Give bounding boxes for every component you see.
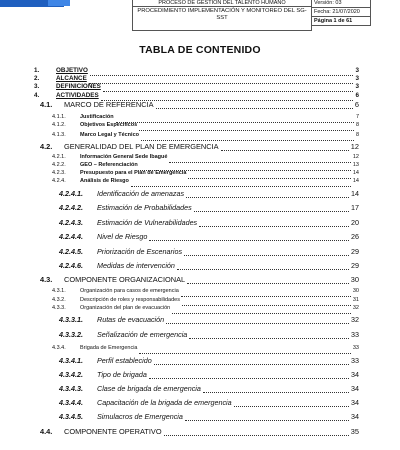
- toc-entry-page: 3: [355, 75, 359, 82]
- toc-entry-title[interactable]: Objetivos Especificos: [80, 122, 138, 128]
- toc-entry-title[interactable]: Señalización de emergencia: [97, 330, 188, 339]
- toc-entry-title[interactable]: Marco Legal y Técnico: [80, 132, 139, 138]
- toc-entry-number: 4.3.: [40, 275, 53, 284]
- toc-entry-number: 4.2.: [40, 142, 53, 151]
- toc-entry-title[interactable]: GEO – Referenciación: [80, 162, 138, 168]
- toc-entry-page: 29: [351, 247, 359, 256]
- toc-entry[interactable]: [0, 398, 400, 409]
- toc-entry-number: 4.1.1.: [52, 114, 66, 120]
- toc-entry-number: 4.2.3.: [52, 170, 66, 176]
- toc-entry-number: 4.2.4.6.: [59, 261, 83, 270]
- version-label: Versión: 03: [311, 0, 371, 8]
- toc-entry-number: 4.4.: [40, 427, 53, 436]
- toc-entry-number: 4.2.2.: [52, 162, 66, 168]
- toc-entry-page: 35: [350, 427, 359, 436]
- toc-entry-title[interactable]: Medidas de intervención: [97, 261, 175, 270]
- toc-entry-title[interactable]: Justificación: [80, 114, 114, 120]
- toc-entry-title[interactable]: DEFINICIONES: [56, 83, 101, 90]
- page-title: TABLA DE CONTENIDO: [139, 44, 261, 56]
- toc-entry-page: 32: [351, 315, 359, 324]
- toc-entry-page: 30: [352, 288, 359, 294]
- toc-entry-page: 17: [351, 203, 359, 212]
- toc-dot-leader: [166, 315, 349, 326]
- toc-dot-leader: [177, 261, 349, 272]
- toc-dot-leader: [139, 345, 351, 356]
- toc-entry[interactable]: [0, 232, 400, 243]
- toc-entry[interactable]: [0, 330, 400, 341]
- toc-dot-leader: [221, 142, 349, 153]
- toc-entry-title[interactable]: Priorización de Escenarios: [97, 247, 183, 256]
- toc-entry-page: 14: [351, 189, 359, 198]
- toc-entry-number: 4.2.4.2.: [59, 203, 83, 212]
- toc-entry-title[interactable]: Simulacros de Emergencia: [97, 412, 183, 421]
- toc-dot-leader: [194, 203, 349, 214]
- toc-entry-title[interactable]: Estimación de Probabilidades: [97, 203, 192, 212]
- toc-entry-number: 4.3.3.2.: [59, 330, 83, 339]
- toc-dot-leader: [149, 370, 349, 381]
- toc-entry-number: 4.3.3.: [52, 305, 66, 311]
- toc-entry[interactable]: [0, 261, 400, 272]
- toc-entry[interactable]: [0, 315, 400, 326]
- toc-entry-page: 3: [355, 83, 359, 90]
- toc-dot-leader: [187, 275, 349, 286]
- toc-entry-page: 13: [352, 162, 359, 168]
- toc-entry-number: 4.3.4.5.: [59, 412, 83, 421]
- toc-entry-page: 26: [351, 232, 359, 241]
- toc-entry-number: 4.3.4.4.: [59, 398, 83, 407]
- toc-entry-page: 34: [351, 398, 359, 407]
- toc-dot-leader: [184, 247, 349, 258]
- toc-entry-page: 30: [350, 275, 359, 284]
- toc-entry-number: 4.3.4.: [52, 345, 66, 351]
- toc-dot-leader: [156, 100, 353, 111]
- toc-entry-page: 14: [352, 170, 359, 176]
- toc-entry-number: 4.1.: [40, 100, 53, 109]
- toc-entry-number: 4.2.4.1.: [59, 189, 83, 198]
- toc-entry-number: 4.2.4.4.: [59, 232, 83, 241]
- toc-dot-leader: [186, 189, 349, 200]
- toc-entry-title[interactable]: COMPONENTE ORGANIZACIONAL: [64, 275, 186, 284]
- toc-dot-leader: [234, 398, 349, 409]
- toc-entry-title[interactable]: ACTIVIDADES: [56, 92, 99, 99]
- procedure-name: PROCEDIMIENTO IMPLEMENTACIÓN Y MONITOREO DEL SG-SST: [137, 8, 307, 21]
- toc-entry-number: 4.3.4.3.: [59, 384, 83, 393]
- toc-entry-page: 33: [351, 356, 359, 365]
- toc-entry-number: 4.3.3.1.: [59, 315, 83, 324]
- toc-entry-page: 12: [350, 142, 359, 151]
- toc-entry-number: 4.2.1.: [52, 154, 66, 160]
- toc-entry-page: 12: [352, 154, 359, 160]
- toc-entry-title[interactable]: MARCO DE REFERENCIA: [64, 100, 154, 109]
- toc-entry-number: 4.1.2.: [52, 122, 66, 128]
- toc-entry[interactable]: [0, 142, 400, 153]
- toc-entry-title[interactable]: Rutas de evacuación: [97, 315, 165, 324]
- toc-dot-leader: [199, 218, 349, 229]
- toc-dot-leader: [203, 384, 349, 395]
- toc-entry[interactable]: [0, 100, 400, 111]
- toc-entry-title[interactable]: Presupuesto para el Plan de Emergencia: [80, 170, 187, 176]
- toc-entry-page: 6: [355, 92, 359, 99]
- toc-entry-page: 34: [351, 412, 359, 421]
- toc-entry-number: 4.1.3.: [52, 132, 66, 138]
- toc-entry[interactable]: [0, 218, 400, 229]
- toc-dot-leader: [189, 330, 349, 341]
- toc-entry[interactable]: [0, 203, 400, 214]
- toc-entry-page: 14: [352, 178, 359, 184]
- toc-entry[interactable]: [0, 384, 400, 395]
- toc-dot-leader: [154, 356, 349, 367]
- toc-entry-page: 29: [351, 261, 359, 270]
- toc-entry-number: 4.3.4.1.: [59, 356, 83, 365]
- toc-entry-page: 33: [352, 345, 359, 351]
- toc-entry-page: 3: [355, 67, 359, 74]
- toc-entry-number: 3.: [34, 83, 40, 90]
- process-name: PROCESO DE GESTIÓN DEL TALENTO HUMANO: [133, 0, 311, 7]
- toc-entry-title[interactable]: Estimación de Vulnerabilidades: [97, 218, 198, 227]
- toc-entry-title[interactable]: Clase de brigada de emergencia: [97, 384, 201, 393]
- toc-entry[interactable]: [0, 178, 400, 189]
- toc-entry[interactable]: [0, 427, 400, 438]
- toc-entry-title[interactable]: ALCANCE: [56, 75, 87, 82]
- toc-entry-title[interactable]: Análisis de Riesgo: [80, 178, 129, 184]
- toc-entry[interactable]: [0, 345, 400, 356]
- page-count-label: Página 1 de 61: [311, 17, 371, 26]
- toc-entry-number: 4.: [34, 92, 40, 99]
- toc-dot-leader: [131, 178, 351, 189]
- toc-entry[interactable]: [0, 370, 400, 381]
- toc-entry-number: 2.: [34, 75, 40, 82]
- toc-entry[interactable]: [0, 189, 400, 200]
- toc-entry[interactable]: [0, 275, 400, 286]
- toc-entry-title[interactable]: GENERALIDAD DEL PLAN DE EMERGENCIA: [64, 142, 219, 151]
- toc-entry-number: 4.3.4.2.: [59, 370, 83, 379]
- toc-entry-page: 7: [355, 114, 359, 120]
- toc-entry-title[interactable]: Capacitación de la brigada de emergencia: [97, 398, 232, 407]
- date-label: Fecha: 21/07/2020: [311, 8, 371, 17]
- toc-entry-number: 1.: [34, 67, 40, 74]
- toc-entry-title[interactable]: Identificación de amenazas: [97, 189, 185, 198]
- toc-entry-number: 4.3.2.: [52, 297, 66, 303]
- toc-entry-page: 34: [351, 384, 359, 393]
- toc-entry-title[interactable]: Perfil establecido: [97, 356, 152, 365]
- toc-entry-title[interactable]: OBJETIVO: [56, 67, 88, 74]
- toc-dot-leader: [164, 427, 349, 438]
- toc-entry-title[interactable]: Organización del plan de evacuación: [80, 305, 171, 311]
- toc-entry-title[interactable]: Información General Sede Ibagué: [80, 154, 168, 160]
- toc-entry-page: 34: [351, 370, 359, 379]
- toc-entry-page: 8: [355, 122, 359, 128]
- toc-entry[interactable]: [0, 412, 400, 423]
- toc-entry-title[interactable]: Brigada de Emergencia: [80, 345, 138, 351]
- toc-entry-title[interactable]: Tipo de brigada: [97, 370, 147, 379]
- toc-entry-number: 4.2.4.: [52, 178, 66, 184]
- toc-dot-leader: [185, 412, 349, 423]
- toc-entry-page: 20: [351, 218, 359, 227]
- toc-entry-number: 4.3.1.: [52, 288, 66, 294]
- toc-entry-page: 32: [352, 305, 359, 311]
- toc-entry-page: 6: [354, 100, 359, 109]
- toc-entry-title[interactable]: Organización para casos de emergencia: [80, 288, 179, 294]
- toc-entry-title[interactable]: Nivel de Riesgo: [97, 232, 148, 241]
- toc-entry-title[interactable]: COMPONENTE OPERATIVO: [64, 427, 162, 436]
- toc-entry-page: 33: [351, 330, 359, 339]
- toc-entry-number: 4.2.4.5.: [59, 247, 83, 256]
- toc-entry-page: 31: [352, 297, 359, 303]
- toc-entry[interactable]: [0, 356, 400, 367]
- toc-entry[interactable]: [0, 247, 400, 258]
- toc-dot-leader: [149, 232, 349, 243]
- toc-entry-page: 8: [355, 132, 359, 138]
- toc-entry-title[interactable]: Descripción de roles y responsabilidades: [80, 297, 180, 303]
- toc-entry-number: 4.2.4.3.: [59, 218, 83, 227]
